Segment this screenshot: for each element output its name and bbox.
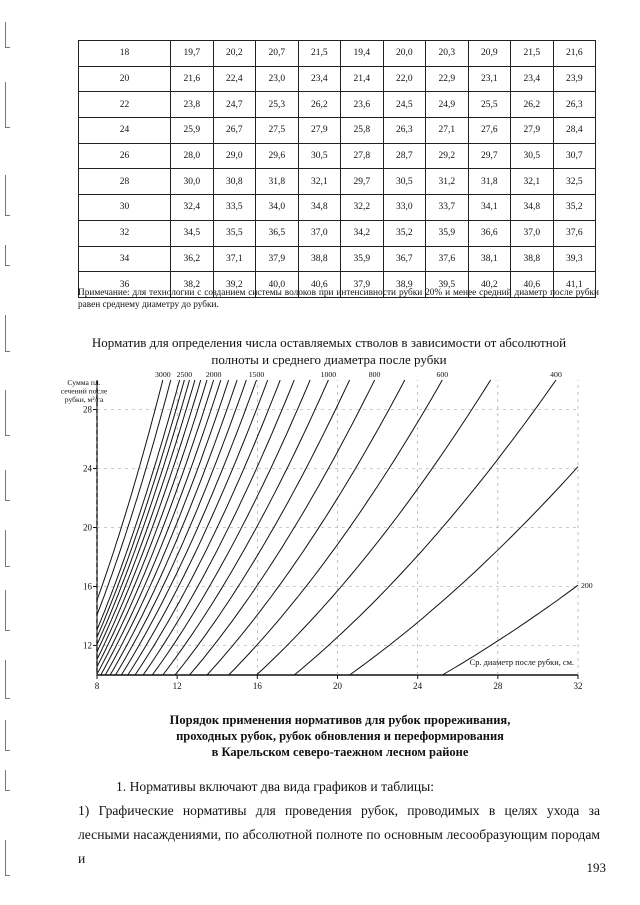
table-cell: 20,9 xyxy=(468,41,511,67)
table-cell: 31,8 xyxy=(256,169,299,195)
table-row-diameter: 30 xyxy=(79,195,171,221)
table-cell: 26,7 xyxy=(213,118,256,144)
table-cell: 22,9 xyxy=(426,66,469,92)
table-cell: 34,1 xyxy=(468,195,511,221)
table-cell: 30,5 xyxy=(383,169,426,195)
table-cell: 30,7 xyxy=(553,143,596,169)
table-cell: 29,2 xyxy=(426,143,469,169)
curve-label: 1000 xyxy=(320,370,337,379)
stems-curve xyxy=(97,380,184,637)
table-cell: 29,6 xyxy=(256,143,299,169)
table-row-diameter: 22 xyxy=(79,92,171,118)
table-cell: 29,7 xyxy=(341,169,384,195)
x-tick-label: 32 xyxy=(573,681,583,691)
table-cell: 23,4 xyxy=(511,66,554,92)
table-cell: 37,9 xyxy=(341,272,384,298)
table-cell: 30,5 xyxy=(298,143,341,169)
curve-label: 2500 xyxy=(176,370,193,379)
table-cell: 21,5 xyxy=(298,41,341,67)
table-cell: 23,9 xyxy=(553,66,596,92)
table-cell: 34,8 xyxy=(511,195,554,221)
table-cell: 34,8 xyxy=(298,195,341,221)
table-cell: 26,3 xyxy=(553,92,596,118)
x-tick-label: 28 xyxy=(493,681,503,691)
paragraph-1: 1. Нормативы включают два вида графиков и таблицы: xyxy=(116,779,435,794)
table-cell: 40,2 xyxy=(468,272,511,298)
y-axis-label: сечений после xyxy=(60,386,108,396)
table-cell: 36,5 xyxy=(256,220,299,246)
curve-label: 600 xyxy=(436,370,449,379)
x-tick-label: 20 xyxy=(333,681,342,691)
table-cell: 37,0 xyxy=(298,220,341,246)
table-cell: 25,9 xyxy=(171,118,214,144)
table-cell: 39,3 xyxy=(553,246,596,272)
table-cell: 23,1 xyxy=(468,66,511,92)
table-row-diameter: 36 xyxy=(79,272,171,298)
section-title-line: Порядок применения нормативов для рубок прореживания, xyxy=(169,713,511,727)
table-cell: 22,4 xyxy=(213,66,256,92)
table-cell: 28,4 xyxy=(553,118,596,144)
table-cell: 24,7 xyxy=(213,92,256,118)
table-cell: 34,0 xyxy=(256,195,299,221)
table-cell: 23,6 xyxy=(341,92,384,118)
table-cell: 30,8 xyxy=(213,169,256,195)
table-cell: 36,6 xyxy=(468,220,511,246)
table-cell: 20,3 xyxy=(426,41,469,67)
x-tick-label: 12 xyxy=(172,681,182,691)
table-cell: 27,1 xyxy=(426,118,469,144)
table-cell: 41,1 xyxy=(553,272,596,298)
table-cell: 20,0 xyxy=(383,41,426,67)
table-cell: 21,6 xyxy=(553,41,596,67)
table-cell: 29,0 xyxy=(213,143,256,169)
table-cell: 32,1 xyxy=(511,169,554,195)
y-tick-label: 16 xyxy=(83,581,92,592)
table-cell: 27,9 xyxy=(511,118,554,144)
table-cell: 23,4 xyxy=(298,66,341,92)
table-cell: 37,1 xyxy=(213,246,256,272)
section-title xyxy=(120,712,560,760)
table-cell: 39,2 xyxy=(213,272,256,298)
table-row-diameter: 32 xyxy=(79,220,171,246)
x-tick-label: 16 xyxy=(252,681,262,691)
table-cell: 30,0 xyxy=(171,169,214,195)
table-row-diameter: 34 xyxy=(79,246,171,272)
table-row-diameter: 24 xyxy=(79,118,171,144)
table-cell: 37,6 xyxy=(426,246,469,272)
table-cell: 29,7 xyxy=(468,143,511,169)
x-axis-label: Ср. диаметр после рубки, см. xyxy=(469,658,574,667)
table-cell: 31,8 xyxy=(468,169,511,195)
table-cell: 20,2 xyxy=(213,41,256,67)
table-cell: 34,2 xyxy=(341,220,384,246)
table-cell: 30,5 xyxy=(511,143,554,169)
table-cell: 36,2 xyxy=(171,246,214,272)
x-tick-label: 24 xyxy=(413,681,423,691)
table-cell: 40,6 xyxy=(511,272,554,298)
paragraph-2: 1) Графические нормативы для проведения рубок, проводимых в целях ухода за xyxy=(78,803,600,818)
table-cell: 32,4 xyxy=(171,195,214,221)
table-cell: 33,0 xyxy=(383,195,426,221)
y-axis-label: рубки, м²/га xyxy=(64,395,104,404)
y-tick-label: 28 xyxy=(83,404,92,415)
table-cell: 32,2 xyxy=(341,195,384,221)
table-cell: 27,5 xyxy=(256,118,299,144)
y-tick-label: 24 xyxy=(83,463,92,474)
table-cell: 39,5 xyxy=(426,272,469,298)
table-cell: 36,7 xyxy=(383,246,426,272)
table-row-diameter: 20 xyxy=(79,66,171,92)
table-row-diameter: 28 xyxy=(79,169,171,195)
table-cell: 27,6 xyxy=(468,118,511,144)
table-cell: 31,2 xyxy=(426,169,469,195)
table-cell: 21,6 xyxy=(171,66,214,92)
table-cell: 24,5 xyxy=(383,92,426,118)
page-number: 193 xyxy=(586,860,606,875)
table-row-diameter: 26 xyxy=(79,143,171,169)
y-tick-label: 20 xyxy=(83,522,92,533)
table-cell: 35,9 xyxy=(341,246,384,272)
table-cell: 38,9 xyxy=(383,272,426,298)
stems-curve xyxy=(350,467,578,675)
table-cell: 40,6 xyxy=(298,272,341,298)
chart-title: Норматив для определения числа оставляемых стволов в зависимости от абсолютной полноты и среднего диаметра после рубки xyxy=(91,335,567,367)
table-cell: 33,7 xyxy=(426,195,469,221)
table-cell: 26,2 xyxy=(298,92,341,118)
curve-label: 3000 xyxy=(155,370,171,379)
table-cell: 22,0 xyxy=(383,66,426,92)
table-cell: 26,3 xyxy=(383,118,426,144)
table-cell: 38,1 xyxy=(468,246,511,272)
table-cell: 23,0 xyxy=(256,66,299,92)
table-cell: 38,8 xyxy=(511,246,554,272)
table-cell: 38,8 xyxy=(298,246,341,272)
table-cell: 19,7 xyxy=(171,41,214,67)
table-cell: 37,6 xyxy=(553,220,596,246)
stems-curve xyxy=(294,380,556,675)
table-cell: 24,9 xyxy=(426,92,469,118)
table-cell: 32,1 xyxy=(298,169,341,195)
table-cell: 19,4 xyxy=(341,41,384,67)
table-cell: 27,8 xyxy=(341,143,384,169)
table-cell: 25,8 xyxy=(341,118,384,144)
paragraph-3: лесными насаждениями, по абсолютной полноте по основным лесообразующим породам и xyxy=(78,827,600,866)
curve-label: 800 xyxy=(368,370,381,379)
table-cell: 21,4 xyxy=(341,66,384,92)
table-cell: 38,2 xyxy=(171,272,214,298)
stems-curve xyxy=(207,380,405,675)
table-cell: 35,2 xyxy=(553,195,596,221)
y-axis-label: Сумма пл. xyxy=(67,378,101,387)
section-title-line: в Карельском северо-таежном лесном районе xyxy=(211,745,469,759)
table-cell: 28,0 xyxy=(171,143,214,169)
table-cell: 28,7 xyxy=(383,143,426,169)
table-cell: 37,0 xyxy=(511,220,554,246)
table-cell: 37,9 xyxy=(256,246,299,272)
table-cell: 34,5 xyxy=(171,220,214,246)
table-cell: 23,8 xyxy=(171,92,214,118)
curve-label: 2000 xyxy=(205,370,222,379)
table-cell: 35,9 xyxy=(426,220,469,246)
table-note: Примечание: для технологии с созданием системы волоков при интенсивности рубки 20% и менее средний диаметр после рубки равен среднему диаметру до рубки. xyxy=(78,288,599,310)
table-cell: 33,5 xyxy=(213,195,256,221)
curve-label: 400 xyxy=(550,370,562,379)
table-cell: 25,3 xyxy=(256,92,299,118)
curve-label: 1500 xyxy=(248,370,265,379)
section-title-line: проходных рубок, рубок обновления и переформирования xyxy=(176,729,504,743)
table-cell: 32,5 xyxy=(553,169,596,195)
table-cell: 26,2 xyxy=(511,92,554,118)
table-cell: 25,5 xyxy=(468,92,511,118)
table-cell: 35,2 xyxy=(383,220,426,246)
table-cell: 20,7 xyxy=(256,41,299,67)
x-tick-label: 8 xyxy=(94,681,100,691)
y-tick-label: 12 xyxy=(83,640,92,651)
table-cell: 27,9 xyxy=(298,118,341,144)
table-cell: 35,5 xyxy=(213,220,256,246)
table-row-diameter: 18 xyxy=(79,41,171,67)
table-cell: 21,5 xyxy=(511,41,554,67)
table-cell: 40,0 xyxy=(256,272,299,298)
curve-label: 200 xyxy=(581,581,593,591)
